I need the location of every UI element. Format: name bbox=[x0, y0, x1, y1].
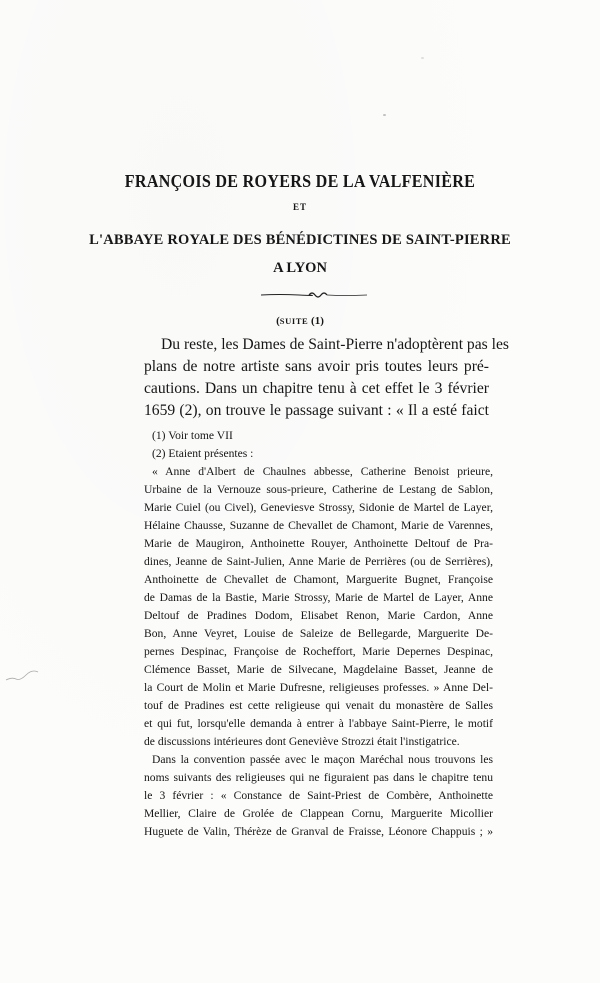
open-paren: ( bbox=[276, 315, 280, 327]
footnote-line: « Anne d'Albert de Chaulnes abbesse, Catherine Benoist prieure, bbox=[152, 465, 493, 478]
footnote-line: touf de Pradines est cette religieuse qui venait du monastère de Salles bbox=[144, 699, 493, 712]
suite-word: SUITE bbox=[279, 316, 309, 326]
footnote-line: la Court de Molin et Marie Dufresne, religieuses professes. » Anne Del- bbox=[144, 681, 493, 694]
footnote-line: noms suivants des religieuses qui ne figuraient pas dans le chapitre tenu bbox=[144, 771, 493, 784]
article-subtitle: L'ABBAYE ROYALE DES BÉNÉDICTINES DE SAINT-PIERRE bbox=[89, 232, 511, 248]
footnote-line: Urbaine de la Vernouze sous-prieure, Catherine de Lestang de Sablon, bbox=[144, 483, 493, 496]
footnote-line: pernes Despinac, Françoise de Rocheffort, Marie Depernes Despinac, bbox=[144, 645, 493, 658]
article-place: A LYON bbox=[273, 260, 327, 276]
body-text-line: 1659 (2), on trouve le passage suivant : « Il a esté faict bbox=[144, 402, 489, 419]
article-title: FRANÇOIS DE ROYERS DE LA VALFENIÈRE bbox=[124, 171, 476, 191]
footnote-line: Deltouf de Pradines Dodom, Elisabet Renon, Marie Cardon, Anne bbox=[144, 609, 493, 622]
footnote-line: Marie de Maugiron, Anthoinette Rouyer, Anthoinette Deltouf de Pra- bbox=[144, 537, 493, 550]
footnote-line: Anthoinette de Chevallet de Chamont, Marguerite Bugnet, Françoise bbox=[144, 573, 493, 586]
ink-speck bbox=[421, 57, 424, 59]
body-text-line: plans de notre artiste sans avoir pris toutes leurs pré- bbox=[144, 358, 489, 375]
footnote-line: Clémence Basset, Marie de Silvecane, Magdelaine Basset, Jeanne de bbox=[144, 663, 493, 676]
continuation-label bbox=[0, 315, 600, 327]
footnote-line: et qui fut, lorsqu'elle demanda à entrer à l'abbaye Saint-Pierre, le motif bbox=[144, 717, 493, 730]
footnote-line: Bon, Anne Veyret, Louise de Saleize de Bellegarde, Marguerite De- bbox=[144, 627, 493, 640]
ink-speck bbox=[383, 114, 386, 116]
footnote-line: Huguete de Valin, Thérèze de Granval de Fraisse, Léonore Chappuis ; » bbox=[144, 825, 493, 838]
suite-note-ref: (1) bbox=[311, 315, 324, 327]
ornament-divider-icon bbox=[259, 290, 369, 300]
footnote-line: Dans la convention passée avec le maçon Maréchal nous trouvons les bbox=[152, 753, 493, 766]
margin-pencil-mark-icon bbox=[4, 668, 40, 686]
footnote-line: Hélaine Chausse, Suzanne de Chevallet de Chamont, Marie de Varennes, bbox=[144, 519, 493, 532]
footnote-line: (2) Etaient présentes : bbox=[152, 447, 254, 460]
footnote-line: de Damas de la Bastie, Marie Strossy, Marie de Martel de Layer, Anne bbox=[144, 591, 493, 604]
footnote-line: Marie Cuiel (ou Civel), Geneviesve Strossy, Sidonie de Martel de Layer, bbox=[144, 501, 493, 514]
body-text-line: Du reste, les Dames de Saint-Pierre n'adoptèrent pas les bbox=[161, 336, 509, 353]
footnote-line: le 3 février : « Constance de Saint-Priest de Combère, Anthoinette bbox=[144, 789, 493, 802]
footnote-line: dines, Jeanne de Saint-Julien, Anne Marie de Perrières (ou de Serrières), bbox=[144, 555, 493, 568]
footnote-line: Mellier, Claire de Grolée de Clappean Cornu, Marguerite Micollier bbox=[144, 807, 493, 820]
footnote-line: (1) Voir tome VII bbox=[152, 429, 233, 442]
footnote-line: de discussions intérieures dont Geneviève Strozzi était l'instigatrice. bbox=[144, 735, 460, 748]
body-text-line: cautions. Dans un chapitre tenu à cet effet le 3 février bbox=[144, 380, 489, 397]
title-conjunction: ET bbox=[292, 202, 307, 212]
